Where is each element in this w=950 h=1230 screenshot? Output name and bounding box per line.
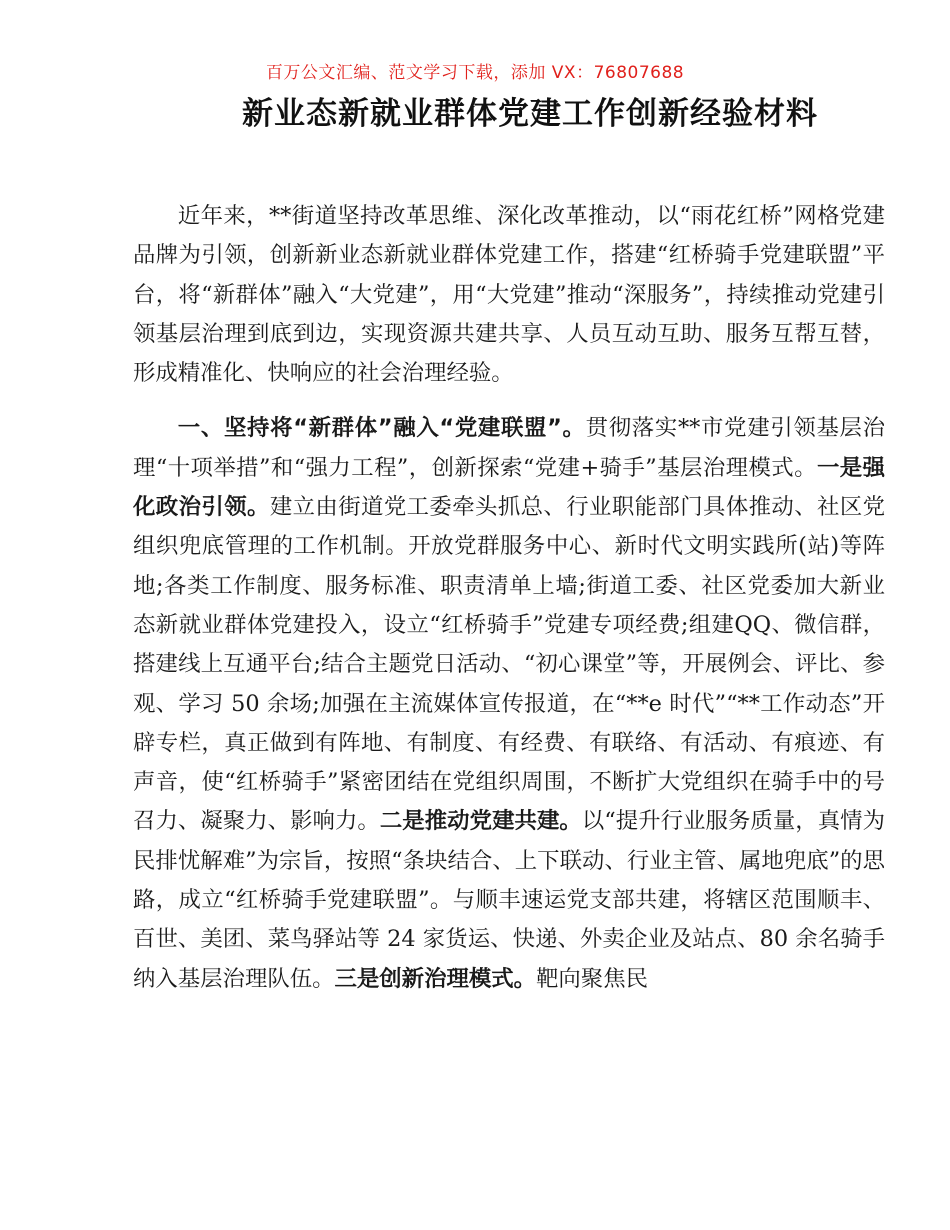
point-2-heading: 二是推动党建共建。 — [379, 808, 582, 835]
section-1-heading: 一、坚持将“新群体”融入“党建联盟”。 — [177, 415, 586, 442]
section-1-text: 贯彻落实**市党建引领基层治理“十项举措”和“强力工程”，创新探索“党建+骑手”基层治理模式。 — [133, 415, 885, 481]
point-1-heading: 一是强化政治引领。 — [133, 454, 885, 521]
point-1-text: 建立由街道党工委牵头抓总、行业职能部门具体推动、社区党组织兜底管理的工作机制。开放党群服务中心、新时代文明实践所(站)等阵地;各类工作制度、服务标准、职责清单上墙;街道工委、社区党委加大新业态新就业群体党建投入，设立“红桥骑手”党建专项经费;组建QQ、微信群，搭建线上互通平台;结合主题党日活动、“初心课堂”等，开展例会、评比、参观、学习 50 余场;加强在主流媒体宣传报道，在“**e 时代”“**工作动态”开辟专栏，真正做到有阵地、有制度、有经费、有联络、有活动、有痕迹、有声音，使“红桥骑手”紧密团结在党组织周围，不断扩大党组织在骑手中的号召力、凝聚力、影响力。 — [133, 494, 886, 835]
point-3-text: 靶向聚焦民 — [536, 965, 648, 992]
point-3-heading: 三是创新治理模式。 — [334, 965, 537, 992]
document-title: 新业态新就业群体党建工作创新经验材料 — [242, 96, 818, 132]
intro-paragraph: 近年来，**街道坚持改革思维、深化改革推动，以“雨花红桥”网格党建品牌为引领，创新新业态新就业群体党建工作，搭建“红桥骑手党建联盟”平台，将“新群体”融入“大党建”，用“大党建”推动“深服务”，持续推动党建引领基层治理到底到边，实现资源共建共享、人员互动互助、服务互帮互替，形成精准化、快响应的社会治理经验。 — [133, 203, 885, 387]
section-1-paragraph — [133, 409, 885, 998]
point-2-text: 以“提升行业服务质量，真情为民排忧解难”为宗旨，按照“条块结合、上下联动、行业主管、属地兜底”的思路，成立“红桥骑手党建联盟”。与顺丰速运党支部共建，将辖区范围顺丰、百世、美团、菜鸟驿站等 24 家货运、快递、外卖企业及站点、80 余名骑手纳入基层治理队伍。 — [133, 808, 886, 992]
watermark-banner: 百万公文汇编、范文学习下载，添加 VX：76807688 — [265, 63, 685, 83]
document-body — [133, 197, 885, 1015]
